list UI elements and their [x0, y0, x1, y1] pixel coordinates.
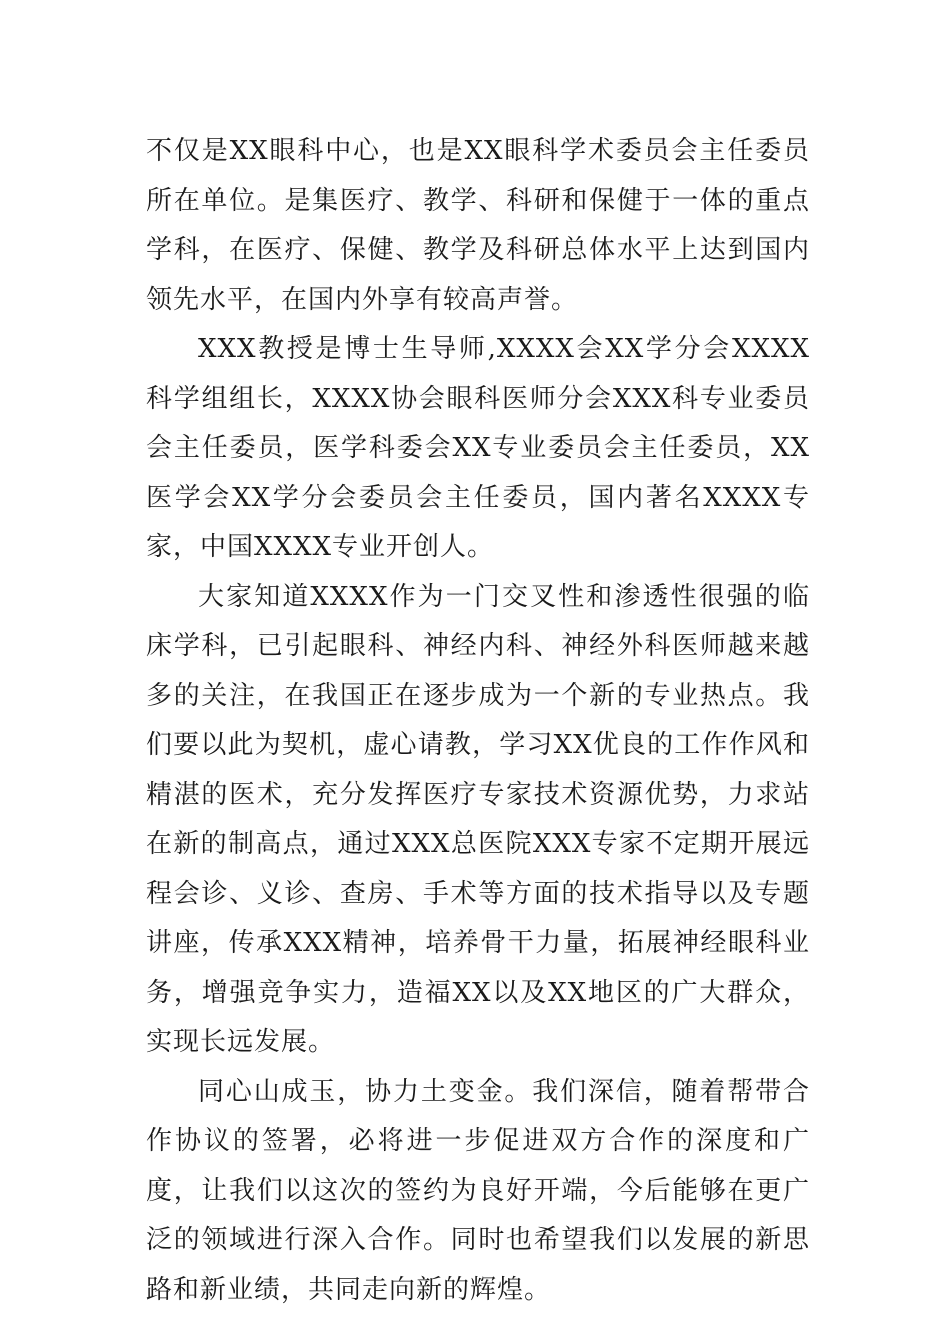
- paragraph-2: XXX教授是博士生导师,XXXX会XX学分会XXXX科学组组长，XXXX协会眼科医师分会XXX科专业委员会主任委员，医学科委会XX专业委员会主任委员，XX医学会XX学分会委员会主任委员，国内著名XXXX专家，中国XXXX专业开创人。: [146, 334, 810, 562]
- paragraph-3: 大家知道XXXX作为一门交叉性和渗透性很强的临床学科，已引起眼科、神经内科、神经外科医师越来越多的关注，在我国正在逐步成为一个新的专业热点。我们要以此为契机，虚心请教，学习XX优良的工作作风和精湛的医术，充分发挥医疗专家技术资源优势，力求站在新的制高点，通过XXX总医院XXX专家不定期开展远程会诊、义诊、查房、手术等方面的技术指导以及专题讲座，传承XXX精神，培养骨干力量，拓展神经眼科业务，增强竞争实力，造福XX以及XX地区的广大群众，实现长远发展。: [146, 581, 810, 1057]
- paragraph-4: 同心山成玉，协力土变金。我们深信，随着帮带合作协议的签署，必将进一步促进双方合作的深度和广度，让我们以这次的签约为良好开端，今后能够在更广泛的领域进行深入合作。同时也希望我们以发展的新思路和新业绩，共同走向新的辉煌。: [146, 1076, 810, 1305]
- document-body: [146, 127, 810, 1315]
- paragraph-1: 不仅是XX眼科中心，也是XX眼科学术委员会主任委员所在单位。是集医疗、教学、科研和保健于一体的重点学科，在医疗、保健、教学及科研总体水平上达到国内领先水平，在国内外享有较高声誉。: [146, 136, 810, 315]
